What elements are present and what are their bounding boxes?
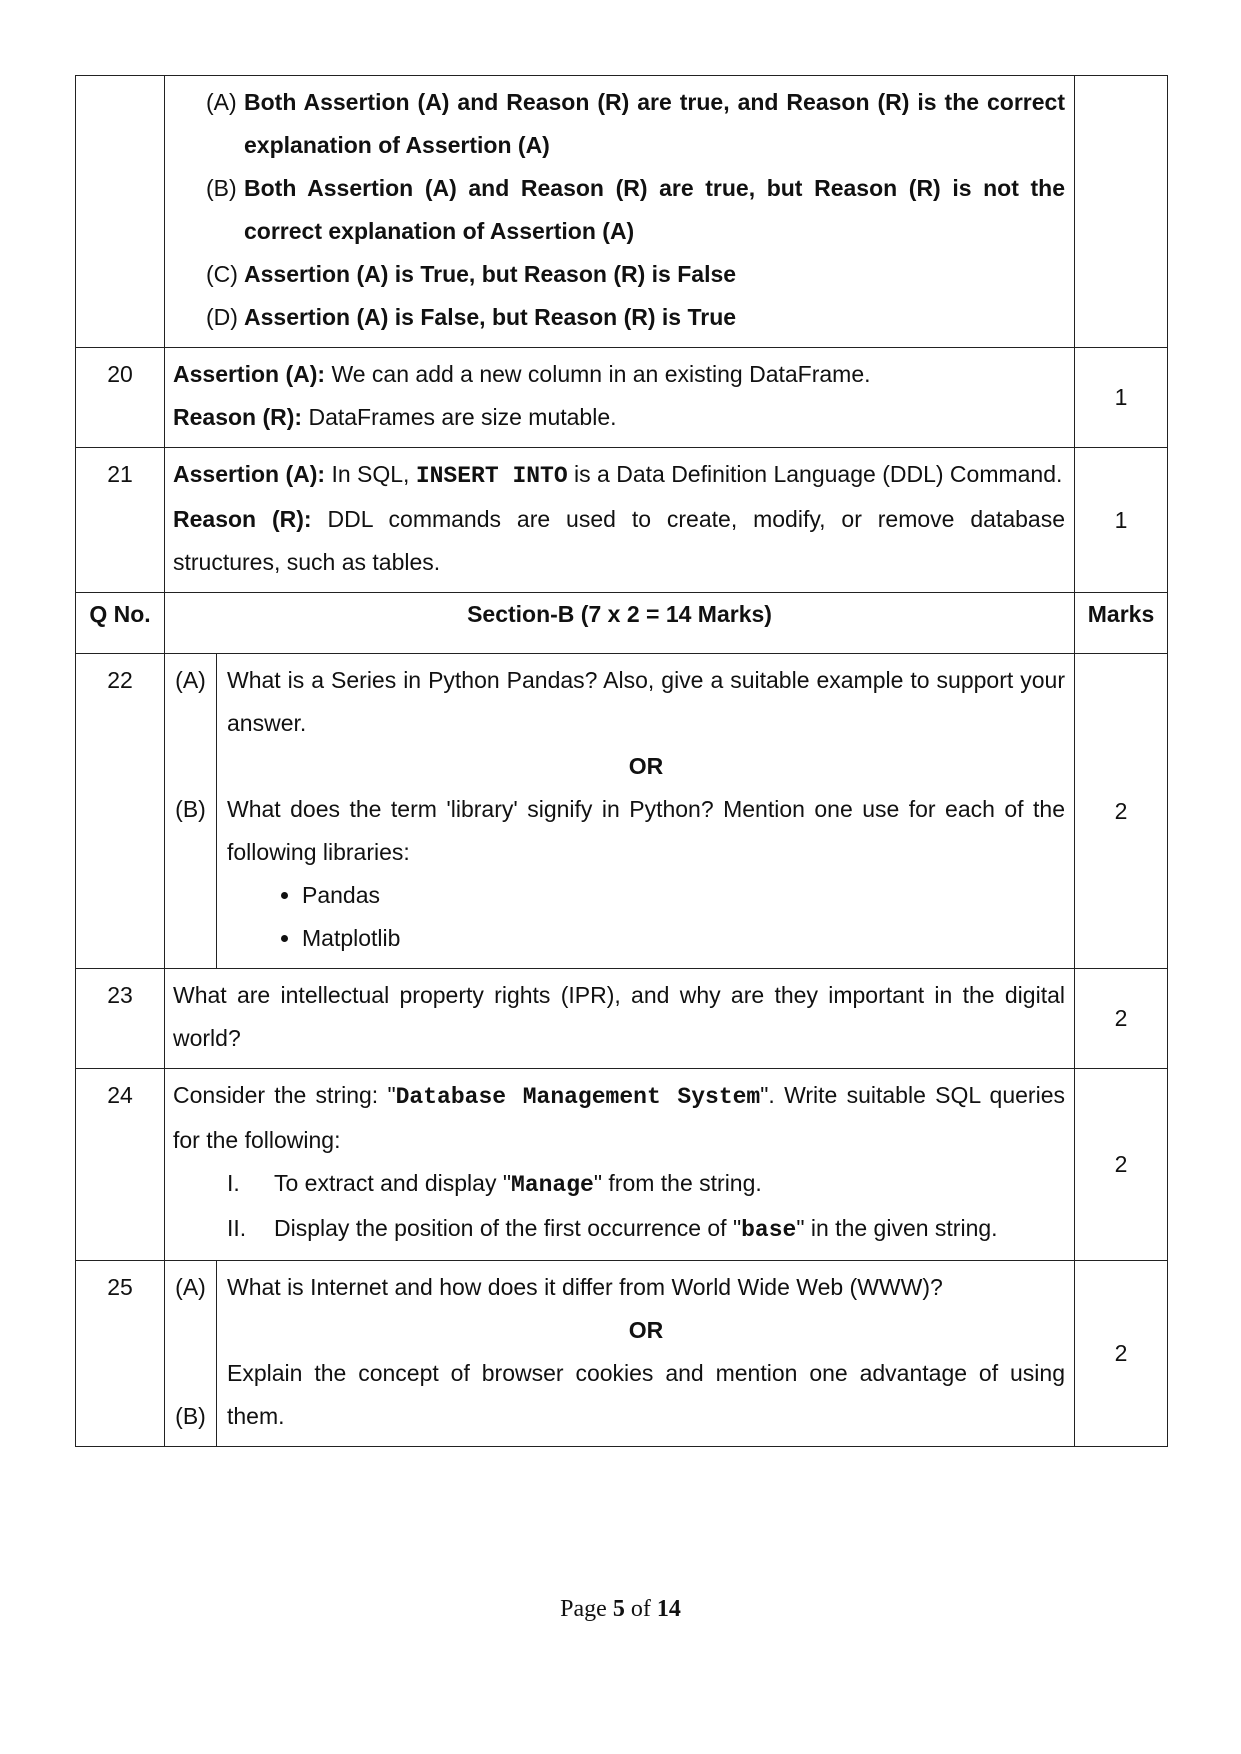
q20-row [76, 348, 1168, 448]
option-c: (C) Assertion (A) is True, but Reason (R) is False [206, 261, 737, 287]
list-item: • Matplotlib [302, 917, 1065, 960]
list-item: II. Display the position of the first occurrence of "base" in the given string. [227, 1215, 998, 1243]
q20-text: Assertion (A): We can add a new column in an existing DataFrame. Reason (R): DataFrames are size mutable. [165, 348, 1075, 448]
q21-marks: 1 [1075, 448, 1168, 593]
q22-row [76, 654, 1168, 969]
q22-text: What is a Series in Python Pandas? Also, give a suitable example to support your answer. OR What does the term 'library' signify in Python? Mention one use for each of the following libraries: • Pandas • Matplotlib [217, 654, 1075, 968]
q20-marks: 1 [1075, 348, 1168, 448]
q23-number: 23 [76, 969, 165, 1069]
qno-header: Q No. [76, 593, 165, 654]
q21-text: Assertion (A): In SQL, INSERT INTO is a Data Definition Language (DDL) Command. Reason (R): DDL commands are used to create, modify, or remove database structures, such as tables. [165, 448, 1075, 593]
q23-row [76, 969, 1168, 1069]
marks-cell [1075, 76, 1168, 348]
qno-cell [76, 76, 165, 348]
option-b: (B) Both Assertion (A) and Reason (R) are true, but Reason (R) is not the correct explanation of Assertion (A) [206, 175, 1065, 244]
q25-inner [165, 1261, 1074, 1446]
q22-number: 22 [76, 654, 165, 969]
q25-marks: 2 [1075, 1261, 1168, 1447]
library-list [227, 874, 1065, 960]
option-d: (D) Assertion (A) is False, but Reason (R) is True [206, 304, 737, 330]
q22-marks: 2 [1075, 654, 1168, 969]
q24-text: Consider the string: "Database Management System". Write suitable SQL queries for the following: I. To extract and display "Manage" from the string. II. Display the position of the first occurrence of "base" in the given string. [165, 1069, 1075, 1261]
marks-header: Marks [1075, 593, 1168, 654]
q24-number: 24 [76, 1069, 165, 1261]
q25-labels: (A) (B) [165, 1261, 217, 1446]
q25-row [76, 1261, 1168, 1447]
q21-row [76, 448, 1168, 593]
q25-number: 25 [76, 1261, 165, 1447]
option-a: (A) Both Assertion (A) and Reason (R) are true, and Reason (R) is the correct explanation of Assertion (A) [206, 89, 1065, 158]
q25-text: What is Internet and how does it differ from World Wide Web (WWW)? OR Explain the concept of browser cookies and mention one advantage of using them. [227, 1274, 1065, 1429]
q22-inner [165, 654, 1074, 968]
section-b-header [76, 593, 1168, 654]
q24-marks: 2 [1075, 1069, 1168, 1261]
query-list [173, 1162, 1065, 1252]
q20-number: 20 [76, 348, 165, 448]
q19-options-row [76, 76, 1168, 348]
q22-body [165, 654, 1075, 969]
section-title: Section-B (7 x 2 = 14 Marks) [165, 593, 1075, 654]
q23-text: What are intellectual property rights (IPR), and why are they important in the digital world? [165, 969, 1075, 1069]
or-separator: OR [628, 753, 664, 779]
q22-labels: (A) (B) [165, 654, 217, 968]
page-footer: Page 5 of 14 [560, 1596, 681, 1622]
question-paper-page [75, 75, 1168, 1447]
q25-body [165, 1261, 1075, 1447]
q23-marks: 2 [1075, 969, 1168, 1069]
or-separator: OR [628, 1317, 664, 1343]
list-item: I. To extract and display "Manage" from the string. [227, 1170, 762, 1198]
questions-table [75, 75, 1168, 1447]
q21-number: 21 [76, 448, 165, 593]
q24-row [76, 1069, 1168, 1261]
list-item: • Pandas [302, 874, 1065, 917]
q19-options [165, 76, 1075, 348]
